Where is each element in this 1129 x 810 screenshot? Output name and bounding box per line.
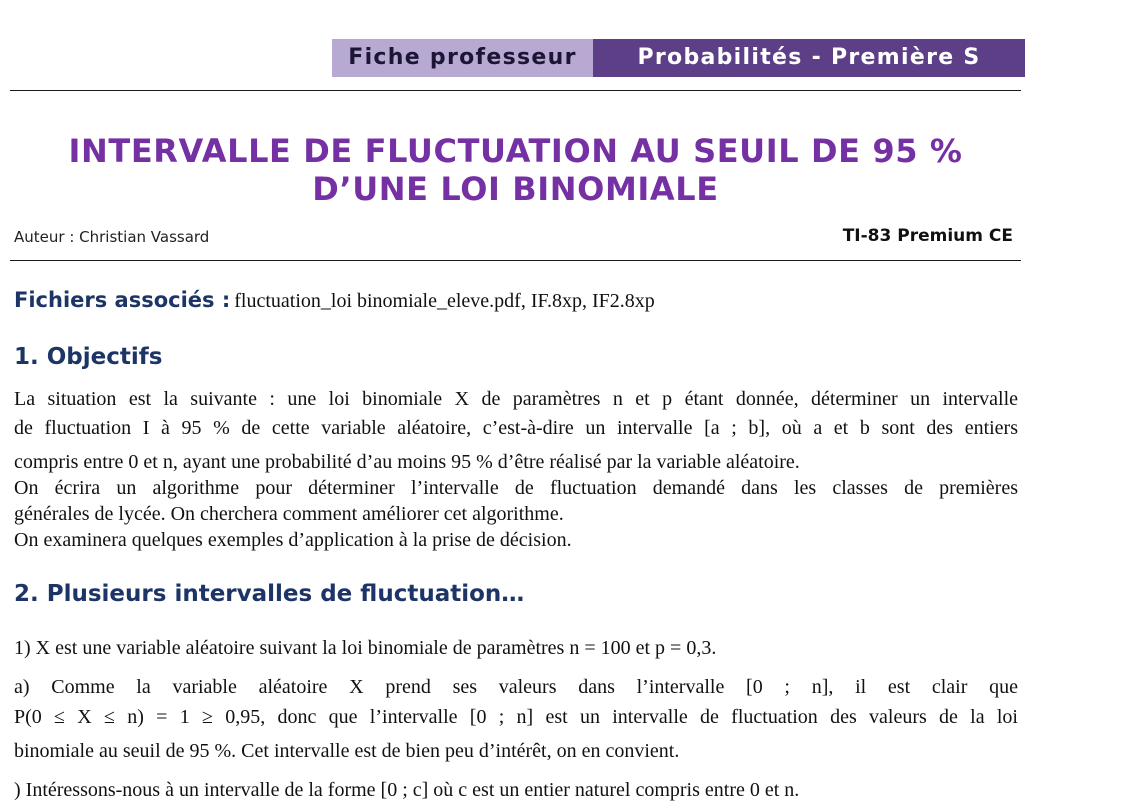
objectifs-line-1: La situation est la suivante : une loi binomiale X de paramètres n et p étant donnée, déterminer un intervalle (14, 388, 1018, 410)
objectifs-line-6: On examinera quelques exemples d’application à la prise de décision. (14, 529, 572, 551)
section-objectifs-body (14, 386, 1018, 553)
calculator-model: TI-83 Premium CE (842, 226, 1013, 246)
title-line-1: INTERVALLE DE FLUCTUATION AU SEUIL DE 95 % (68, 132, 963, 170)
header-divider (10, 90, 1021, 91)
title-line-2: D’UNE LOI BINOMIALE (312, 170, 719, 208)
header-label-subject: Probabilités - Première S (593, 39, 1025, 77)
page-title (10, 132, 1021, 208)
answer-b-line-1: ) Intéressons-nous à un intervalle de la forme [0 ; c] où c est un entier naturel compris entre 0 et n. (14, 779, 800, 801)
header-bar (332, 39, 1025, 77)
associated-files-list: fluctuation_loi binomiale_eleve.pdf, IF.8xp, IF2.8xp (234, 290, 655, 312)
associated-files (14, 288, 655, 313)
section-heading-objectifs: 1. Objectifs (14, 344, 163, 370)
answer-b-text (14, 777, 1018, 803)
objectifs-line-2: de fluctuation I à 95 % de cette variable aléatoire, c’est-à-dire un intervalle [a ; b], où a et b sont des entiers (14, 417, 1018, 439)
answer-a-line-3: binomiale au seuil de 95 %. Cet intervalle est de bien peu d’intérêt, on en convient. (14, 740, 680, 762)
answer-a-line-1: a) Comme la variable aléatoire X prend ses valeurs dans l’intervalle [0 ; n], il est clair que (14, 676, 1018, 698)
objectifs-line-3: compris entre 0 et n, ayant une probabilité d’au moins 95 % d’être réalisé par la variable aléatoire. (14, 451, 800, 473)
objectifs-line-5: générales de lycée. On cherchera comment améliorer cet algorithme. (14, 503, 564, 525)
header-label-fiche: Fiche professeur (332, 39, 593, 77)
question-1-text (14, 635, 1018, 661)
objectifs-line-4: On écrira un algorithme pour déterminer l’intervalle de fluctuation demandé dans les classes de premières (14, 477, 1018, 499)
author-text: Auteur : Christian Vassard (14, 228, 210, 246)
section-heading-intervalles: 2. Plusieurs intervalles de fluctuation… (14, 581, 525, 607)
answer-a-line-2: P(0 ≤ X ≤ n) = 1 ≥ 0,95, donc que l’intervalle [0 ; n] est un intervalle de fluctuation des valeurs de la loi (14, 706, 1018, 728)
associated-files-label: Fichiers associés : (14, 288, 231, 312)
meta-divider (10, 260, 1021, 261)
question-1-line: 1) X est une variable aléatoire suivant la loi binomiale de paramètres n = 100 et p = 0,3. (14, 637, 717, 659)
answer-a-text (14, 674, 1018, 764)
